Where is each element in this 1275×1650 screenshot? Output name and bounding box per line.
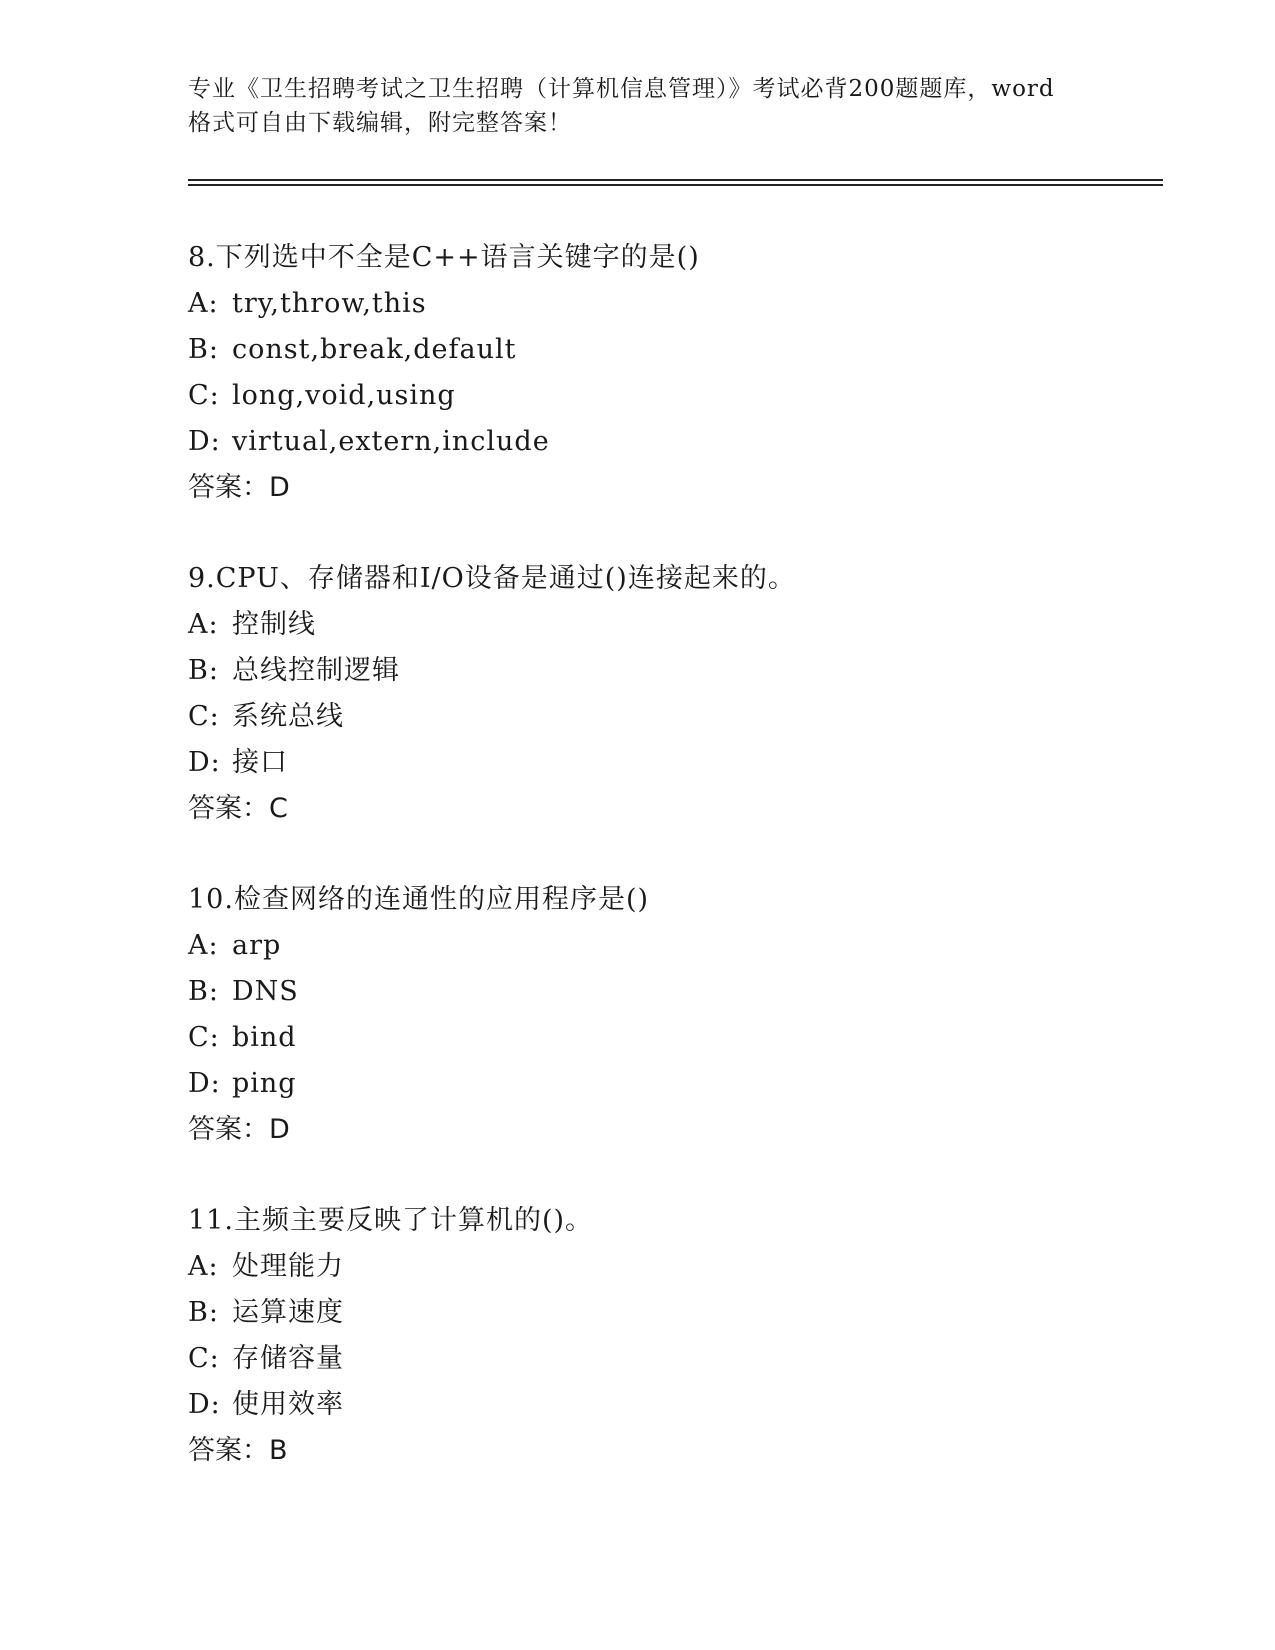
- option-c: [188, 373, 1148, 419]
- option-c: [188, 694, 1148, 740]
- question-9: [188, 556, 1148, 832]
- answer-label: 答案：D: [188, 472, 290, 503]
- option-letter: C:: [188, 380, 220, 411]
- option-a: [188, 281, 1148, 327]
- option-text: ping: [232, 1068, 297, 1099]
- question-stem: 9.CPU、存储器和I/O设备是通过()连接起来的。: [188, 563, 796, 594]
- option-text: 存储容量: [232, 1343, 344, 1374]
- option-letter: B:: [188, 1297, 219, 1328]
- option-a: [188, 602, 1148, 648]
- option-text: long,void,using: [232, 380, 456, 411]
- header-divider-bottom: [188, 184, 1163, 186]
- option-letter: D:: [188, 747, 221, 778]
- option-text: bind: [232, 1022, 297, 1053]
- option-letter: B:: [188, 655, 219, 686]
- question-8: [188, 235, 1148, 511]
- header-line-2: 格式可自由下载编辑，附完整答案！: [188, 110, 572, 136]
- option-letter: C:: [188, 1022, 220, 1053]
- option-text: 控制线: [232, 609, 316, 640]
- option-text: const,break,default: [232, 334, 517, 365]
- option-text: 总线控制逻辑: [232, 655, 400, 686]
- option-letter: C:: [188, 1343, 220, 1374]
- option-a: [188, 1244, 1148, 1290]
- option-d: [188, 1061, 1148, 1107]
- option-text: arp: [232, 930, 282, 961]
- option-b: [188, 1290, 1148, 1336]
- option-letter: C:: [188, 701, 220, 732]
- option-text: 运算速度: [232, 1297, 344, 1328]
- question-10: [188, 877, 1148, 1153]
- option-letter: D:: [188, 1389, 221, 1420]
- option-b: [188, 327, 1148, 373]
- option-d: [188, 419, 1148, 465]
- answer-label: 答案：C: [188, 793, 288, 824]
- option-text: virtual,extern,include: [232, 426, 550, 457]
- option-d: [188, 740, 1148, 786]
- document-header: [188, 72, 1088, 140]
- option-letter: B:: [188, 976, 219, 1007]
- answer-label: 答案：D: [188, 1114, 290, 1145]
- question-stem: 10.检查网络的连通性的应用程序是(): [188, 884, 650, 915]
- option-text: DNS: [232, 976, 299, 1007]
- question-stem: 11.主频主要反映了计算机的()。: [188, 1205, 594, 1236]
- option-b: [188, 648, 1148, 694]
- option-letter: D:: [188, 1068, 221, 1099]
- option-letter: A:: [188, 930, 219, 961]
- option-text: 接口: [232, 747, 288, 778]
- option-text: 系统总线: [232, 701, 344, 732]
- option-d: [188, 1382, 1148, 1428]
- option-letter: A:: [188, 609, 219, 640]
- option-b: [188, 969, 1148, 1015]
- option-text: 处理能力: [232, 1251, 344, 1282]
- option-text: try,throw,this: [232, 288, 427, 319]
- option-letter: D:: [188, 426, 221, 457]
- option-text: 使用效率: [232, 1389, 344, 1420]
- header-line-1: 专业《卫生招聘考试之卫生招聘（计算机信息管理）》考试必背200题题库，word: [188, 76, 1055, 102]
- option-letter: B:: [188, 334, 219, 365]
- option-letter: A:: [188, 1251, 219, 1282]
- question-stem: 8.下列选中不全是C++语言关键字的是(): [188, 242, 700, 273]
- option-c: [188, 1015, 1148, 1061]
- answer-label: 答案：B: [188, 1435, 288, 1466]
- option-a: [188, 923, 1148, 969]
- header-divider-top: [188, 179, 1163, 181]
- option-letter: A:: [188, 288, 219, 319]
- question-11: [188, 1198, 1148, 1474]
- option-c: [188, 1336, 1148, 1382]
